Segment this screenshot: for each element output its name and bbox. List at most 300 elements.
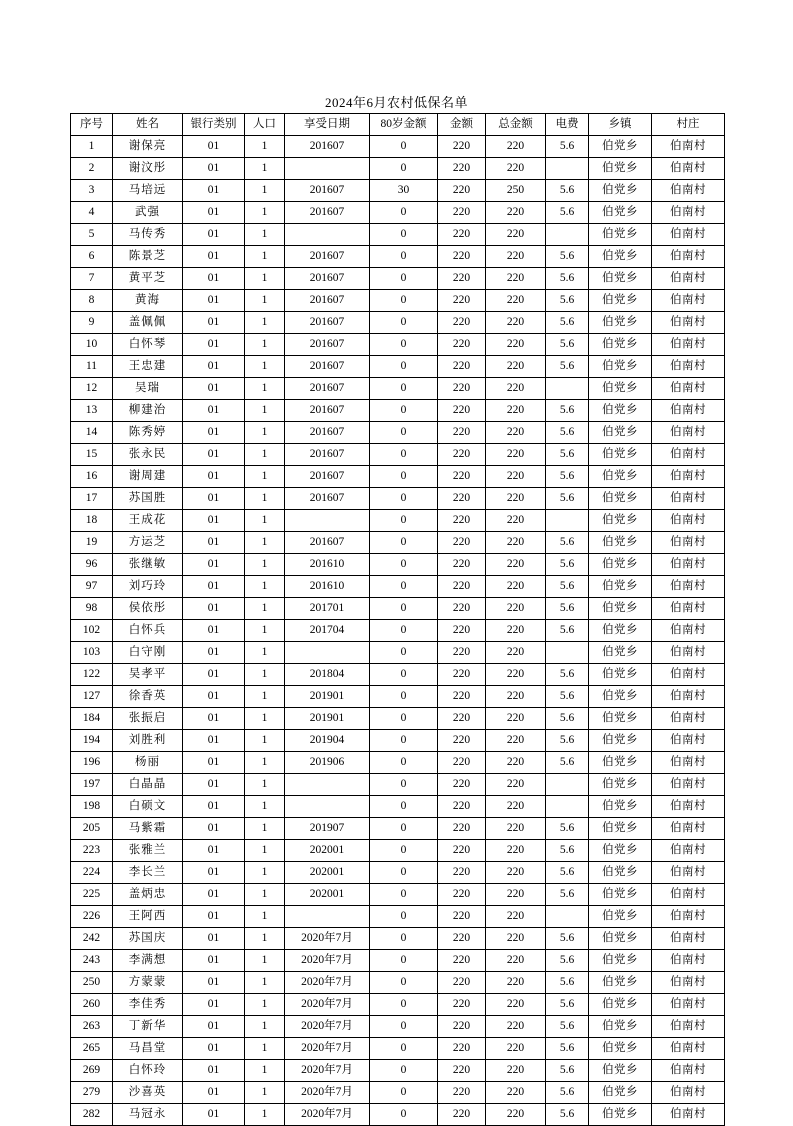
- cell-amount: 220: [438, 444, 486, 466]
- cell-bank-type: 01: [183, 840, 245, 862]
- cell-index: 265: [71, 1038, 113, 1060]
- cell-age80-amount: 0: [370, 554, 438, 576]
- table-header-row: [71, 114, 725, 136]
- cell-population: 1: [245, 862, 285, 884]
- cell-amount: 220: [438, 928, 486, 950]
- table-row: [71, 466, 725, 488]
- cell-amount: 220: [438, 1104, 486, 1126]
- cell-age80-amount: 0: [370, 400, 438, 422]
- cell-age80-amount: 0: [370, 664, 438, 686]
- cell-start-date: [285, 642, 370, 664]
- cell-index: 226: [71, 906, 113, 928]
- column-header-village: 村庄: [652, 114, 725, 136]
- cell-bank-type: 01: [183, 180, 245, 202]
- cell-township: 伯党乡: [589, 620, 652, 642]
- cell-index: 184: [71, 708, 113, 730]
- cell-total-amount: 220: [486, 818, 546, 840]
- cell-township: 伯党乡: [589, 796, 652, 818]
- cell-electricity-fee: 5.6: [546, 862, 589, 884]
- cell-start-date: 201906: [285, 752, 370, 774]
- cell-age80-amount: 0: [370, 796, 438, 818]
- cell-start-date: 201610: [285, 576, 370, 598]
- cell-population: 1: [245, 620, 285, 642]
- cell-population: 1: [245, 598, 285, 620]
- cell-total-amount: 220: [486, 378, 546, 400]
- cell-name: 李佳秀: [113, 994, 183, 1016]
- cell-population: 1: [245, 422, 285, 444]
- cell-electricity-fee: 5.6: [546, 972, 589, 994]
- cell-electricity-fee: [546, 510, 589, 532]
- cell-bank-type: 01: [183, 752, 245, 774]
- cell-name: 白守刚: [113, 642, 183, 664]
- cell-name: 盖佩佩: [113, 312, 183, 334]
- table-row: [71, 488, 725, 510]
- cell-index: 7: [71, 268, 113, 290]
- cell-name: 吴瑞: [113, 378, 183, 400]
- table-row: [71, 994, 725, 1016]
- cell-total-amount: 220: [486, 664, 546, 686]
- cell-population: 1: [245, 972, 285, 994]
- cell-amount: 220: [438, 884, 486, 906]
- cell-population: 1: [245, 708, 285, 730]
- cell-village: 伯南村: [652, 620, 725, 642]
- cell-amount: 220: [438, 554, 486, 576]
- cell-age80-amount: 0: [370, 356, 438, 378]
- cell-age80-amount: 0: [370, 884, 438, 906]
- table-row: [71, 818, 725, 840]
- cell-bank-type: 01: [183, 136, 245, 158]
- cell-total-amount: 220: [486, 796, 546, 818]
- cell-amount: 220: [438, 730, 486, 752]
- cell-bank-type: 01: [183, 488, 245, 510]
- cell-amount: 220: [438, 950, 486, 972]
- cell-village: 伯南村: [652, 1038, 725, 1060]
- cell-total-amount: 220: [486, 1082, 546, 1104]
- cell-bank-type: 01: [183, 1082, 245, 1104]
- cell-total-amount: 220: [486, 554, 546, 576]
- cell-start-date: 202001: [285, 884, 370, 906]
- cell-population: 1: [245, 774, 285, 796]
- cell-name: 张雅兰: [113, 840, 183, 862]
- cell-start-date: 201607: [285, 422, 370, 444]
- cell-name: 马昌堂: [113, 1038, 183, 1060]
- cell-bank-type: 01: [183, 950, 245, 972]
- cell-age80-amount: 0: [370, 1104, 438, 1126]
- cell-index: 14: [71, 422, 113, 444]
- cell-index: 260: [71, 994, 113, 1016]
- table-row: [71, 576, 725, 598]
- cell-name: 丁新华: [113, 1016, 183, 1038]
- cell-age80-amount: 0: [370, 202, 438, 224]
- cell-total-amount: 220: [486, 1016, 546, 1038]
- cell-amount: 220: [438, 378, 486, 400]
- cell-population: 1: [245, 686, 285, 708]
- cell-age80-amount: 0: [370, 334, 438, 356]
- cell-index: 122: [71, 664, 113, 686]
- cell-population: 1: [245, 356, 285, 378]
- cell-village: 伯南村: [652, 598, 725, 620]
- cell-amount: 220: [438, 1016, 486, 1038]
- cell-village: 伯南村: [652, 884, 725, 906]
- cell-index: 16: [71, 466, 113, 488]
- table-row: [71, 444, 725, 466]
- cell-population: 1: [245, 840, 285, 862]
- cell-amount: 220: [438, 972, 486, 994]
- cell-electricity-fee: 5.6: [546, 1104, 589, 1126]
- cell-amount: 220: [438, 1082, 486, 1104]
- cell-age80-amount: 0: [370, 620, 438, 642]
- cell-bank-type: 01: [183, 1060, 245, 1082]
- table-row: [71, 598, 725, 620]
- cell-start-date: 201904: [285, 730, 370, 752]
- cell-township: 伯党乡: [589, 268, 652, 290]
- cell-name: 张永民: [113, 444, 183, 466]
- cell-total-amount: 220: [486, 642, 546, 664]
- cell-bank-type: 01: [183, 642, 245, 664]
- cell-village: 伯南村: [652, 554, 725, 576]
- cell-start-date: 2020年7月: [285, 972, 370, 994]
- table-row: [71, 1016, 725, 1038]
- cell-start-date: 201901: [285, 686, 370, 708]
- cell-amount: 220: [438, 642, 486, 664]
- cell-township: 伯党乡: [589, 840, 652, 862]
- table-row: [71, 246, 725, 268]
- table-row: [71, 950, 725, 972]
- cell-village: 伯南村: [652, 862, 725, 884]
- cell-bank-type: 01: [183, 290, 245, 312]
- cell-start-date: 201607: [285, 532, 370, 554]
- cell-bank-type: 01: [183, 312, 245, 334]
- cell-index: 4: [71, 202, 113, 224]
- cell-bank-type: 01: [183, 884, 245, 906]
- cell-township: 伯党乡: [589, 378, 652, 400]
- cell-bank-type: 01: [183, 444, 245, 466]
- cell-age80-amount: 0: [370, 268, 438, 290]
- table-row: [71, 356, 725, 378]
- cell-start-date: 201607: [285, 136, 370, 158]
- table-row: [71, 158, 725, 180]
- cell-township: 伯党乡: [589, 994, 652, 1016]
- cell-start-date: 2020年7月: [285, 950, 370, 972]
- cell-name: 马传秀: [113, 224, 183, 246]
- cell-amount: 220: [438, 862, 486, 884]
- column-header-age80-amount: 80岁金额: [370, 114, 438, 136]
- cell-population: 1: [245, 818, 285, 840]
- cell-township: 伯党乡: [589, 950, 652, 972]
- cell-name: 白晶晶: [113, 774, 183, 796]
- column-header-electricity-fee: 电费: [546, 114, 589, 136]
- cell-township: 伯党乡: [589, 444, 652, 466]
- cell-index: 96: [71, 554, 113, 576]
- cell-village: 伯南村: [652, 774, 725, 796]
- cell-electricity-fee: 5.6: [546, 136, 589, 158]
- cell-amount: 220: [438, 400, 486, 422]
- cell-age80-amount: 0: [370, 510, 438, 532]
- cell-index: 194: [71, 730, 113, 752]
- cell-name: 王成花: [113, 510, 183, 532]
- cell-amount: 220: [438, 510, 486, 532]
- cell-index: 102: [71, 620, 113, 642]
- table-row: [71, 1038, 725, 1060]
- cell-name: 侯依彤: [113, 598, 183, 620]
- cell-start-date: 201701: [285, 598, 370, 620]
- column-header-start-date: 享受日期: [285, 114, 370, 136]
- cell-index: 198: [71, 796, 113, 818]
- cell-start-date: [285, 158, 370, 180]
- cell-start-date: 201607: [285, 268, 370, 290]
- table-row: [71, 334, 725, 356]
- table-row: [71, 686, 725, 708]
- cell-start-date: 201804: [285, 664, 370, 686]
- cell-total-amount: 220: [486, 928, 546, 950]
- cell-index: 3: [71, 180, 113, 202]
- cell-name: 柳建治: [113, 400, 183, 422]
- cell-bank-type: 01: [183, 818, 245, 840]
- cell-amount: 220: [438, 532, 486, 554]
- cell-village: 伯南村: [652, 576, 725, 598]
- cell-electricity-fee: 5.6: [546, 290, 589, 312]
- cell-age80-amount: 0: [370, 1082, 438, 1104]
- cell-start-date: 201607: [285, 334, 370, 356]
- cell-age80-amount: 0: [370, 686, 438, 708]
- cell-amount: 220: [438, 576, 486, 598]
- cell-amount: 220: [438, 994, 486, 1016]
- cell-village: 伯南村: [652, 752, 725, 774]
- cell-start-date: 2020年7月: [285, 1104, 370, 1126]
- table-row: [71, 796, 725, 818]
- cell-total-amount: 220: [486, 752, 546, 774]
- cell-index: 196: [71, 752, 113, 774]
- cell-bank-type: 01: [183, 576, 245, 598]
- cell-start-date: 201704: [285, 620, 370, 642]
- cell-total-amount: 220: [486, 576, 546, 598]
- table-row: [71, 730, 725, 752]
- cell-township: 伯党乡: [589, 334, 652, 356]
- cell-population: 1: [245, 488, 285, 510]
- cell-electricity-fee: 5.6: [546, 884, 589, 906]
- cell-start-date: 201901: [285, 708, 370, 730]
- table-row: [71, 620, 725, 642]
- cell-township: 伯党乡: [589, 576, 652, 598]
- cell-electricity-fee: 5.6: [546, 334, 589, 356]
- cell-electricity-fee: [546, 642, 589, 664]
- cell-population: 1: [245, 576, 285, 598]
- cell-bank-type: 01: [183, 334, 245, 356]
- cell-total-amount: 220: [486, 994, 546, 1016]
- cell-amount: 220: [438, 818, 486, 840]
- cell-population: 1: [245, 180, 285, 202]
- cell-name: 王阿西: [113, 906, 183, 928]
- cell-village: 伯南村: [652, 356, 725, 378]
- cell-bank-type: 01: [183, 356, 245, 378]
- cell-township: 伯党乡: [589, 862, 652, 884]
- cell-amount: 220: [438, 290, 486, 312]
- cell-electricity-fee: 5.6: [546, 994, 589, 1016]
- cell-electricity-fee: 5.6: [546, 928, 589, 950]
- cell-electricity-fee: 5.6: [546, 818, 589, 840]
- cell-index: 2: [71, 158, 113, 180]
- cell-bank-type: 01: [183, 1038, 245, 1060]
- cell-village: 伯南村: [652, 422, 725, 444]
- cell-age80-amount: 0: [370, 576, 438, 598]
- cell-population: 1: [245, 532, 285, 554]
- cell-age80-amount: 30: [370, 180, 438, 202]
- cell-bank-type: 01: [183, 466, 245, 488]
- cell-village: 伯南村: [652, 488, 725, 510]
- cell-bank-type: 01: [183, 620, 245, 642]
- cell-age80-amount: 0: [370, 158, 438, 180]
- cell-electricity-fee: 5.6: [546, 708, 589, 730]
- cell-township: 伯党乡: [589, 400, 652, 422]
- cell-amount: 220: [438, 620, 486, 642]
- cell-name: 杨丽: [113, 752, 183, 774]
- cell-electricity-fee: 5.6: [546, 400, 589, 422]
- cell-bank-type: 01: [183, 1016, 245, 1038]
- cell-total-amount: 220: [486, 466, 546, 488]
- cell-index: 279: [71, 1082, 113, 1104]
- cell-total-amount: 220: [486, 598, 546, 620]
- cell-age80-amount: 0: [370, 906, 438, 928]
- cell-name: 白怀玲: [113, 1060, 183, 1082]
- cell-name: 方运芝: [113, 532, 183, 554]
- cell-start-date: 2020年7月: [285, 1060, 370, 1082]
- cell-village: 伯南村: [652, 202, 725, 224]
- cell-village: 伯南村: [652, 136, 725, 158]
- cell-total-amount: 220: [486, 312, 546, 334]
- cell-total-amount: 220: [486, 202, 546, 224]
- column-header-total-amount: 总金额: [486, 114, 546, 136]
- cell-village: 伯南村: [652, 1082, 725, 1104]
- cell-amount: 220: [438, 906, 486, 928]
- cell-township: 伯党乡: [589, 1104, 652, 1126]
- cell-total-amount: 220: [486, 708, 546, 730]
- cell-township: 伯党乡: [589, 532, 652, 554]
- cell-index: 103: [71, 642, 113, 664]
- cell-age80-amount: 0: [370, 378, 438, 400]
- cell-amount: 220: [438, 334, 486, 356]
- cell-start-date: [285, 774, 370, 796]
- cell-electricity-fee: [546, 224, 589, 246]
- cell-electricity-fee: [546, 796, 589, 818]
- cell-village: 伯南村: [652, 268, 725, 290]
- cell-electricity-fee: 5.6: [546, 444, 589, 466]
- cell-township: 伯党乡: [589, 136, 652, 158]
- table-row: [71, 752, 725, 774]
- cell-township: 伯党乡: [589, 1082, 652, 1104]
- cell-age80-amount: 0: [370, 752, 438, 774]
- cell-name: 徐香英: [113, 686, 183, 708]
- cell-start-date: [285, 510, 370, 532]
- cell-start-date: 2020年7月: [285, 928, 370, 950]
- cell-township: 伯党乡: [589, 180, 652, 202]
- cell-village: 伯南村: [652, 532, 725, 554]
- cell-total-amount: 220: [486, 268, 546, 290]
- cell-electricity-fee: 5.6: [546, 664, 589, 686]
- cell-village: 伯南村: [652, 1016, 725, 1038]
- table-row: [71, 400, 725, 422]
- cell-age80-amount: 0: [370, 818, 438, 840]
- cell-name: 沙喜英: [113, 1082, 183, 1104]
- cell-electricity-fee: 5.6: [546, 202, 589, 224]
- cell-bank-type: 01: [183, 378, 245, 400]
- cell-age80-amount: 0: [370, 928, 438, 950]
- cell-township: 伯党乡: [589, 422, 652, 444]
- cell-village: 伯南村: [652, 510, 725, 532]
- cell-electricity-fee: 5.6: [546, 268, 589, 290]
- table-row: [71, 268, 725, 290]
- cell-population: 1: [245, 1060, 285, 1082]
- cell-amount: 220: [438, 312, 486, 334]
- cell-total-amount: 220: [486, 950, 546, 972]
- cell-start-date: 2020年7月: [285, 1082, 370, 1104]
- cell-total-amount: 220: [486, 290, 546, 312]
- cell-bank-type: 01: [183, 422, 245, 444]
- cell-age80-amount: 0: [370, 422, 438, 444]
- cell-village: 伯南村: [652, 840, 725, 862]
- cell-name: 白硕文: [113, 796, 183, 818]
- cell-index: 197: [71, 774, 113, 796]
- cell-bank-type: 01: [183, 774, 245, 796]
- table-row: [71, 554, 725, 576]
- cell-total-amount: 250: [486, 180, 546, 202]
- cell-village: 伯南村: [652, 950, 725, 972]
- cell-name: 黄平芝: [113, 268, 183, 290]
- cell-amount: 220: [438, 1038, 486, 1060]
- cell-index: 127: [71, 686, 113, 708]
- cell-name: 马紫霜: [113, 818, 183, 840]
- cell-village: 伯南村: [652, 664, 725, 686]
- cell-bank-type: 01: [183, 202, 245, 224]
- cell-name: 谢保亮: [113, 136, 183, 158]
- cell-index: 18: [71, 510, 113, 532]
- cell-township: 伯党乡: [589, 356, 652, 378]
- cell-total-amount: 220: [486, 774, 546, 796]
- cell-township: 伯党乡: [589, 1038, 652, 1060]
- cell-index: 223: [71, 840, 113, 862]
- cell-name: 苏国庆: [113, 928, 183, 950]
- cell-amount: 220: [438, 752, 486, 774]
- cell-village: 伯南村: [652, 994, 725, 1016]
- cell-township: 伯党乡: [589, 730, 652, 752]
- cell-index: 205: [71, 818, 113, 840]
- cell-population: 1: [245, 950, 285, 972]
- cell-population: 1: [245, 158, 285, 180]
- table-row: [71, 906, 725, 928]
- cell-electricity-fee: 5.6: [546, 1082, 589, 1104]
- cell-bank-type: 01: [183, 708, 245, 730]
- table-row: [71, 312, 725, 334]
- cell-village: 伯南村: [652, 246, 725, 268]
- cell-electricity-fee: 5.6: [546, 576, 589, 598]
- cell-village: 伯南村: [652, 290, 725, 312]
- cell-name: 马培远: [113, 180, 183, 202]
- cell-total-amount: 220: [486, 158, 546, 180]
- cell-total-amount: 220: [486, 400, 546, 422]
- cell-start-date: 201607: [285, 400, 370, 422]
- cell-village: 伯南村: [652, 928, 725, 950]
- cell-population: 1: [245, 202, 285, 224]
- cell-total-amount: 220: [486, 356, 546, 378]
- cell-total-amount: 220: [486, 1060, 546, 1082]
- cell-age80-amount: 0: [370, 488, 438, 510]
- cell-total-amount: 220: [486, 444, 546, 466]
- cell-township: 伯党乡: [589, 884, 652, 906]
- cell-start-date: 201607: [285, 312, 370, 334]
- cell-amount: 220: [438, 180, 486, 202]
- table-row: [71, 642, 725, 664]
- cell-township: 伯党乡: [589, 224, 652, 246]
- cell-start-date: 202001: [285, 840, 370, 862]
